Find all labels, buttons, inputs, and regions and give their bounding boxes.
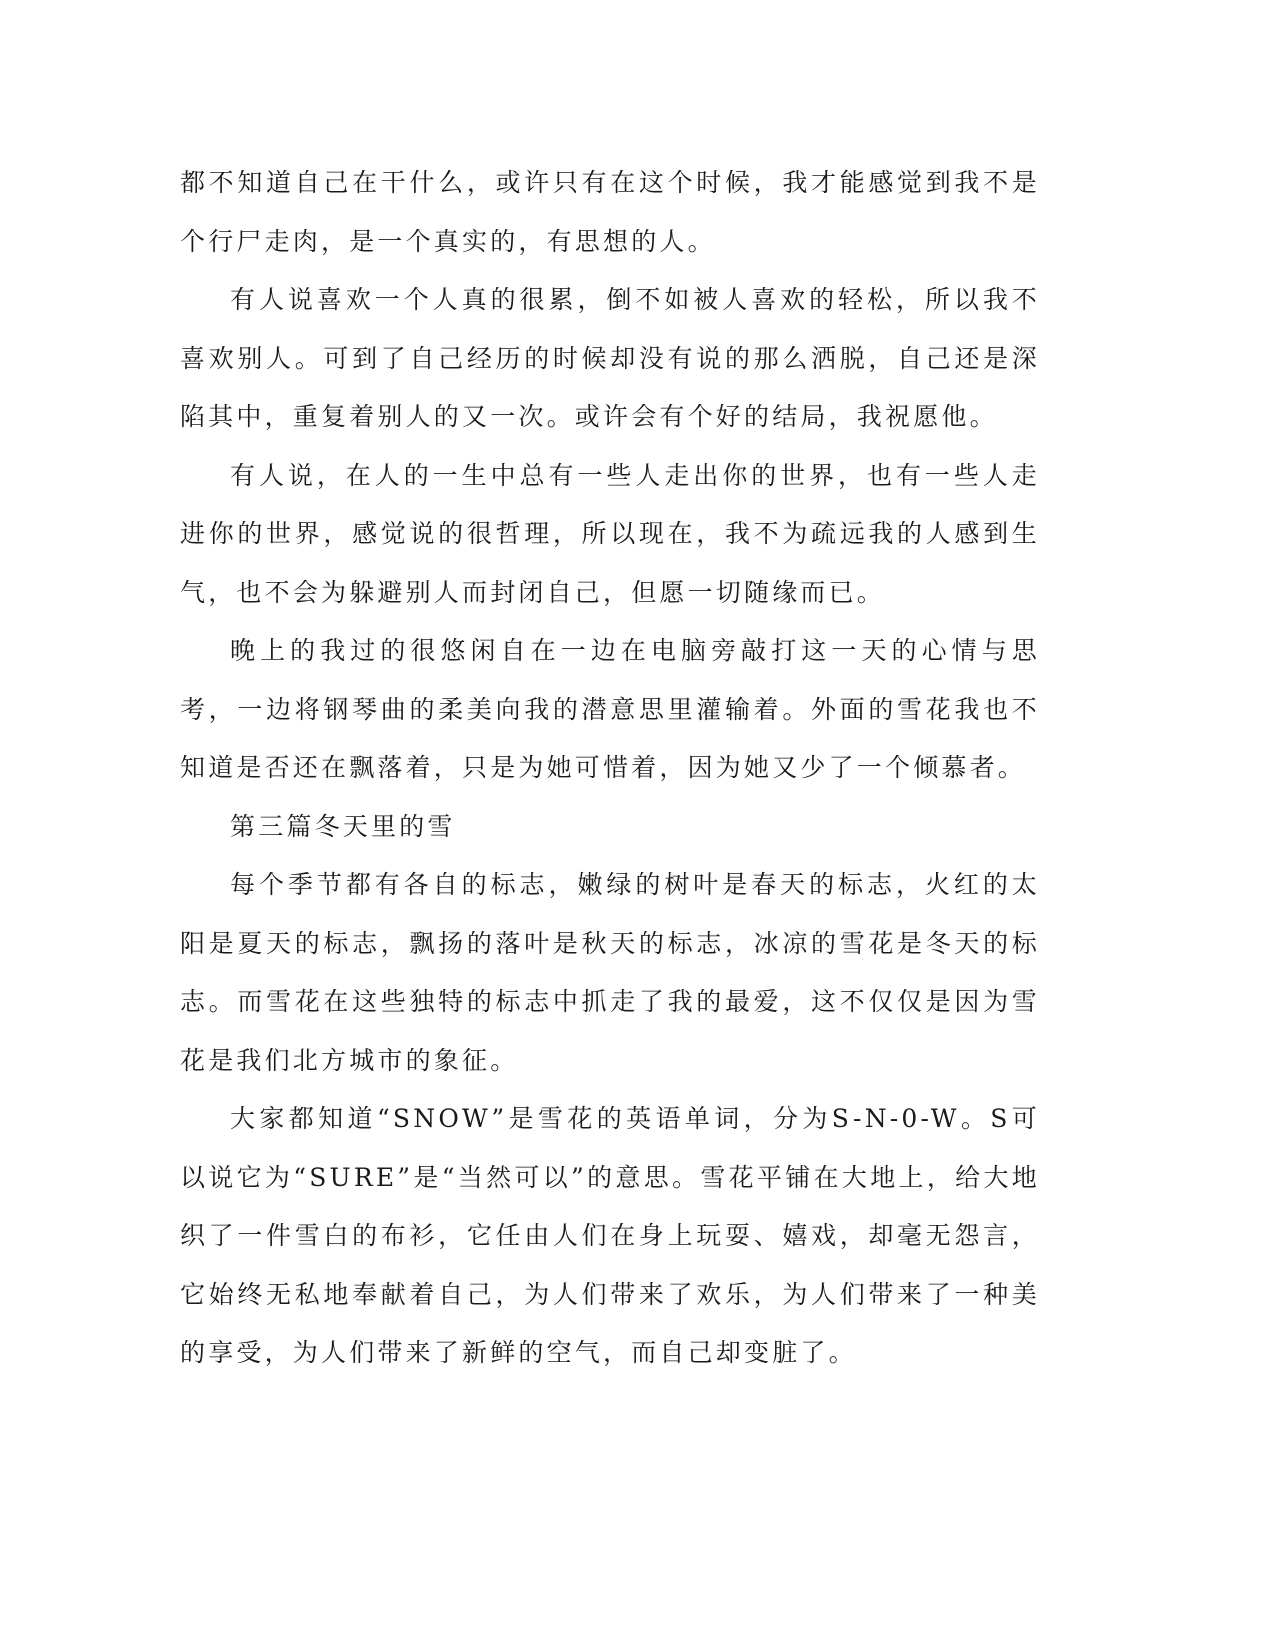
paragraph-people-in-life: 有人说，在人的一生中总有一些人走出你的世界，也有一些人走进你的世界，感觉说的很哲理，所以现在，我不为疏远我的人感到生气，也不会为躲避别人而封闭自己，但愿一切随缘而已。 xyxy=(180,460,1040,607)
section-title: 第三篇冬天里的雪 xyxy=(230,811,456,841)
paragraph-season-symbols: 每个季节都有各自的标志，嫩绿的树叶是春天的标志，火红的太阳是夏天的标志，飘扬的落叶是秋天的标志，冰凉的雪花是冬天的标志。而雪花在这些独特的标志中抓走了我的最爱，这不仅仅是因为雪花是我们北方城市的象征。 xyxy=(180,870,1040,1075)
paragraph-snow-word: 大家都知道“SNOW”是雪花的英语单词，分为S-N-0-W。S可以说它为“SURE”是“当然可以”的意思。雪花平铺在大地上，给大地织了一件雪白的布衫，它任由人们在身上玩耍、嬉戏，却毫无怨言，它始终无私地奉献着自己，为人们带来了欢乐，为人们带来了一种美的享受，为人们带来了新鲜的空气，而自己却变脏了。 xyxy=(180,1104,1040,1367)
paragraph-liking-people: 有人说喜欢一个人真的很累，倒不如被人喜欢的轻松，所以我不喜欢别人。可到了自己经历的时候却没有说的那么洒脱，自己还是深陷其中，重复着别人的又一次。或许会有个好的结局，我祝愿他。 xyxy=(180,285,1040,431)
paragraph-continuation: 都不知道自己在干什么，或许只有在这个时候，我才能感觉到我不是个行尸走肉，是一个真实的，有思想的人。 xyxy=(180,168,1040,256)
document-body xyxy=(180,154,1040,1383)
paragraph-evening: 晚上的我过的很悠闲自在一边在电脑旁敲打这一天的心情与思考，一边将钢琴曲的柔美向我的潜意思里灌输着。外面的雪花我也不知道是否还在飘落着，只是为她可惜着，因为她又少了一个倾慕者。 xyxy=(180,636,1040,782)
